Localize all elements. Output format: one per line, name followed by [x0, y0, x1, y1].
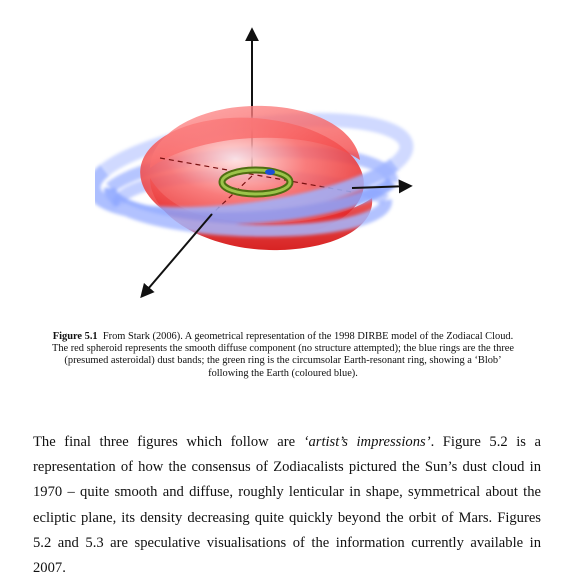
body-emphasis: ‘artist’s impressions’ [303, 434, 431, 450]
zodiacal-cloud-figure [95, 18, 425, 308]
figure-label: Figure 5.1 [52, 331, 98, 342]
figure-caption [44, 331, 522, 380]
body-paragraph [33, 430, 541, 581]
earth-blob [265, 169, 275, 175]
body-text-start: The final three figures which follow are [33, 434, 304, 450]
body-text-end: . Figure 5.2 is a representation of how the consensus of Zodiacalists pictured the Sun’s dust cloud in 1970 – quite smooth and diffuse, roughly lenticular in shape, symmetrical about the ecliptic plane, its density decreasing quite quickly beyond the orbit of Mars. Figures 5.2 and 5.3 are speculative visualisations of the information currently available in 2007. [33, 434, 541, 577]
figure-caption-text: From Stark (2006). A geometrical representation of the 1998 DIRBE model of the Zodiacal Cloud. The red spheroid represents the smooth diffuse component (no structure attempted); the blue rings are the three (presumed asteroidal) dust bands; the green ring is the circumsolar Earth-resonant ring, showing a ‘Blob’ following the Earth (coloured blue). [51, 331, 515, 379]
